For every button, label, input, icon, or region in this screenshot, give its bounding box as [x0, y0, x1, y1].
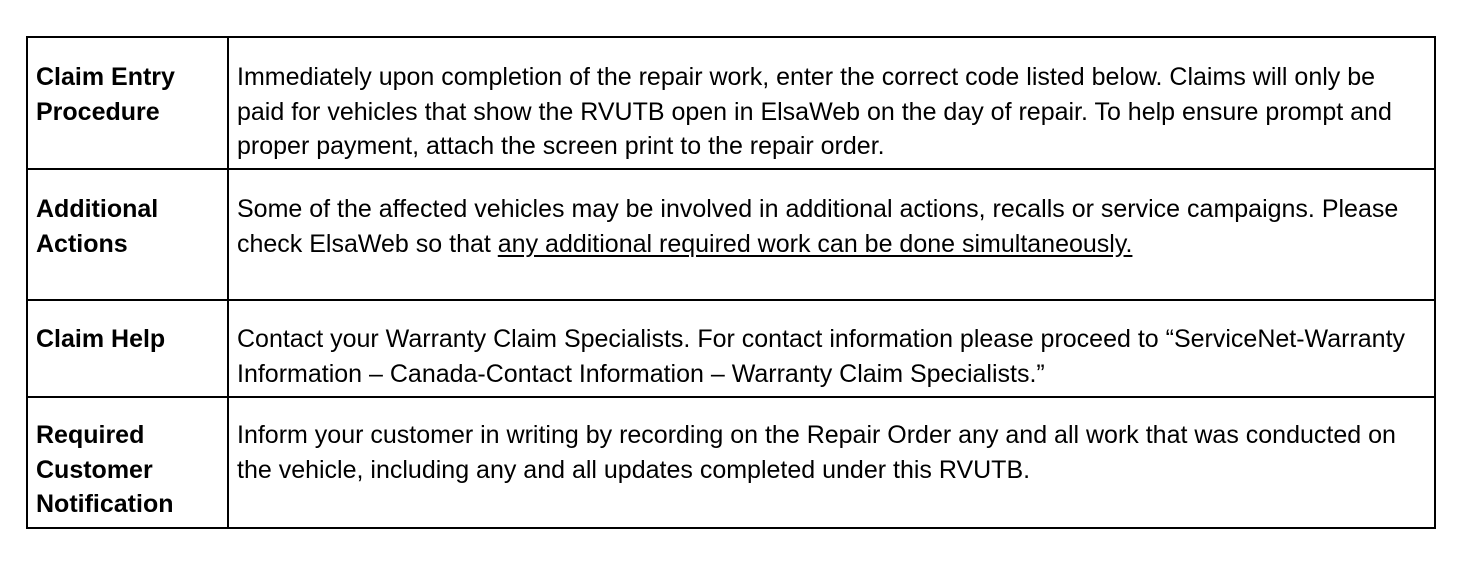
row-text: Contact your Warranty Claim Specialists. For contact information please proceed to “ServiceNet-Warranty Information – Canada-Contact Information – Warranty Claim Specialists.”: [228, 300, 1435, 397]
row-text-plain: Some of the affected vehicles may be involved in additional actions, recalls or service campaigns. Please check ElsaWeb so that: [237, 195, 1399, 258]
table-row: [27, 169, 1435, 300]
table-row: [27, 300, 1435, 397]
table-row: [27, 37, 1435, 169]
row-label: Claim Help: [27, 300, 228, 397]
row-text: Immediately upon completion of the repair work, enter the correct code listed below. Claims will only be paid for vehicles that show the RVUTB open in ElsaWeb on the day of repair. To help ensure prompt and proper payment, attach the screen print to the repair order.: [228, 37, 1435, 169]
procedure-table: [26, 36, 1436, 529]
row-text: Inform your customer in writing by recording on the Repair Order any and all work that was conducted on the vehicle, including any and all updates completed under this RVUTB.: [228, 397, 1435, 528]
row-label: Claim Entry Procedure: [27, 37, 228, 169]
row-text: [228, 169, 1435, 300]
row-label: Required Customer Notification: [27, 397, 228, 528]
row-label: Additional Actions: [27, 169, 228, 300]
row-text-underlined: any additional required work can be done simultaneously.: [497, 229, 1133, 258]
table-row: [27, 397, 1435, 528]
